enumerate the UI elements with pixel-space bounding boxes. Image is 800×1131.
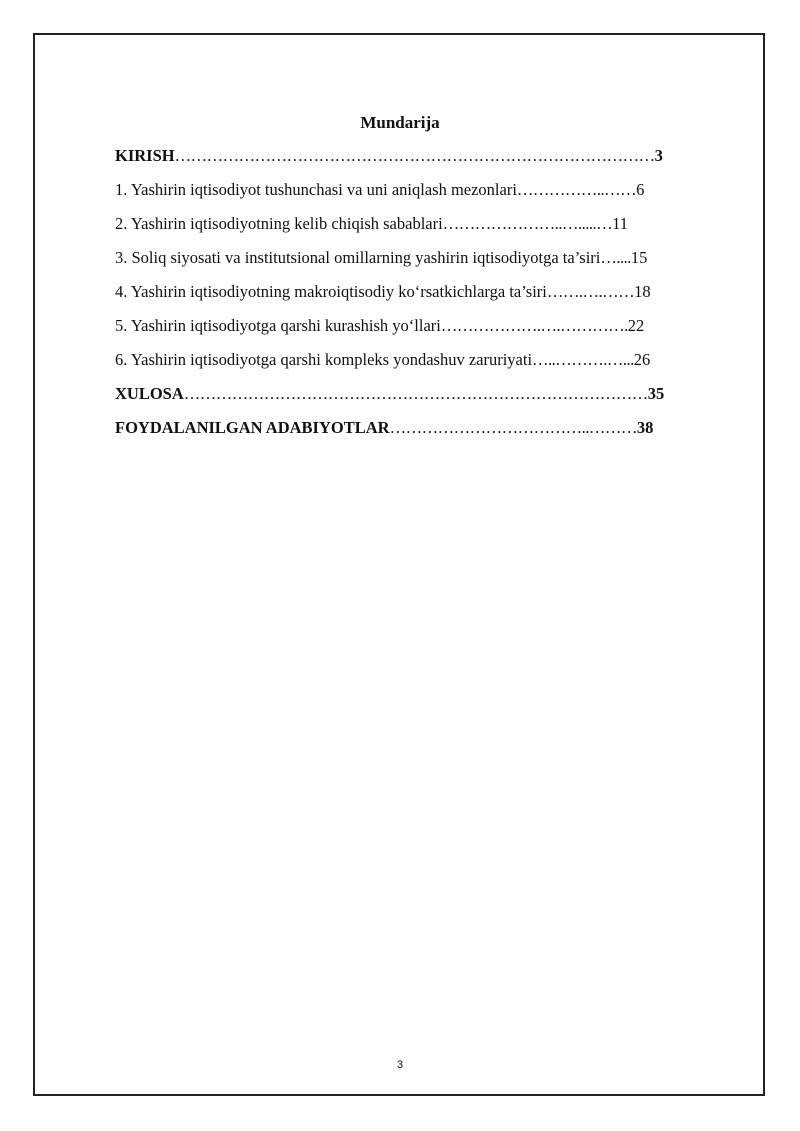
toc-entry-page: 38	[636, 418, 654, 437]
toc-entry-title: 4. Yashirin iqtisodiyotning makroiqtisodiy ko‘rsatkichlarga ta’siri	[115, 282, 547, 301]
toc-entry-page: 11	[612, 214, 628, 233]
toc-entry-leader: ………………………………..………	[389, 418, 637, 437]
toc-entry-leader: …………………..….....…	[442, 214, 613, 233]
toc-entry-leader: ……………..……	[516, 180, 637, 199]
toc-entry-page: 15	[630, 248, 648, 267]
toc-entry-title: FOYDALANILGAN ADABIYOTLAR	[115, 418, 390, 437]
toc-entry-leader: …….….……	[546, 282, 635, 301]
table-of-contents	[115, 145, 745, 451]
toc-entry-title: KIRISH	[115, 146, 175, 165]
toc-entry-leader: …....	[600, 248, 631, 267]
toc-entry-leader: ……………………………………………………………………………	[183, 384, 648, 403]
toc-entry-page: 35	[647, 384, 665, 403]
toc-entry-leader: ………………………………………………………………………………	[174, 146, 655, 165]
toc-entry-4[interactable]	[115, 281, 745, 315]
toc-entry-page: 18	[634, 282, 651, 301]
toc-entry-title: 2. Yashirin iqtisodiyotning kelib chiqish sabablari	[115, 214, 443, 233]
toc-entry-page: 3	[654, 146, 663, 165]
page-number: 3	[396, 1059, 404, 1071]
toc-entry-adabiyotlar[interactable]	[115, 417, 745, 451]
toc-entry-1[interactable]	[115, 179, 745, 213]
toc-heading: Mundarija	[360, 113, 440, 132]
toc-entry-title: 6. Yashirin iqtisodiyotga qarshi kompleks yondashuv zaruriyati	[115, 350, 533, 369]
toc-entry-page: 26	[633, 350, 651, 369]
toc-entry-3[interactable]	[115, 247, 745, 281]
toc-entry-title: 3. Soliq siyosati va institutsional omillarning yashirin iqtisodiyotga ta’siri	[115, 248, 601, 267]
toc-entry-page: 22	[627, 316, 645, 335]
toc-entry-5[interactable]	[115, 315, 745, 349]
toc-entry-kirish[interactable]	[115, 145, 745, 179]
toc-entry-2[interactable]	[115, 213, 745, 247]
toc-entry-leader: ……………….….………….	[440, 316, 628, 335]
toc-entry-title: 1. Yashirin iqtisodiyot tushunchasi va uni aniqlash mezonlari	[115, 180, 517, 199]
toc-entry-title: XULOSA	[115, 384, 184, 403]
toc-entry-title: 5. Yashirin iqtisodiyotga qarshi kurashish yo‘llari	[115, 316, 441, 335]
toc-entry-page: 6	[636, 180, 645, 199]
toc-entry-6[interactable]	[115, 349, 745, 383]
toc-entry-leader: …..……….…...	[532, 350, 634, 369]
toc-entry-xulosa[interactable]	[115, 383, 745, 417]
